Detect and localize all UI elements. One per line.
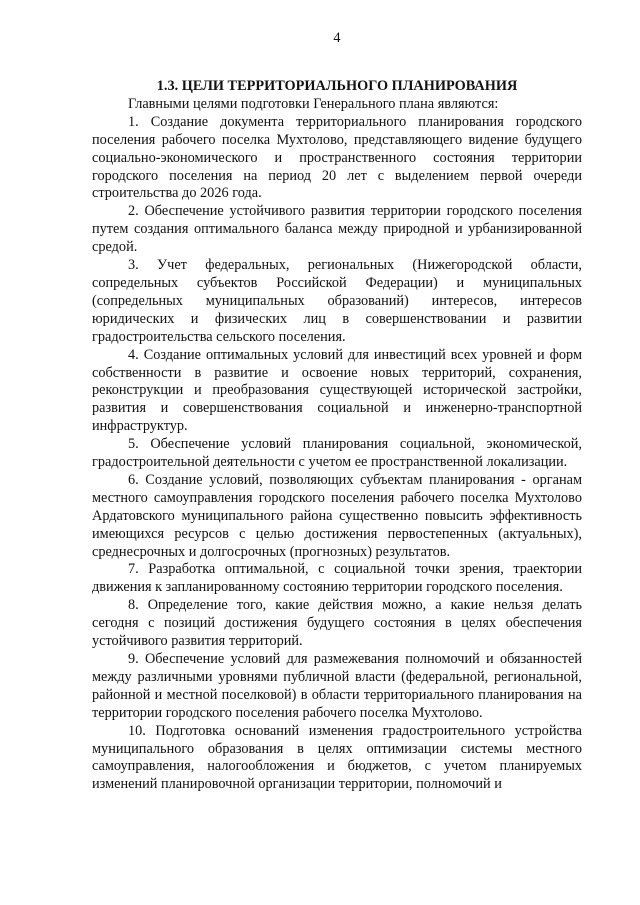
goal-paragraph-8: 8. Определение того, какие действия можно, а какие нельзя делать сегодня с позиций достижения будущего состояния в целях обеспечения устойчивого развития территорий. xyxy=(92,597,582,650)
goal-paragraph-9: 9. Обеспечение условий для размежевания полномочий и обязанностей между различными уровнями публичной власти (федеральной, региональной, районной и местной поселковой) в области территориального планирования на территории городского поселения рабочего поселка Мухтолово. xyxy=(92,651,582,721)
goal-paragraph-6: 6. Создание условий, позволяющих субъектам планирования - органам местного самоуправления городского поселения рабочего поселка Мухтолово Ардатовского муниципального района существенно повысить эффективность имеющихся ресурсов с целью достижения первостепенных (актуальных), среднесрочных и долгосрочных (прогнозных) результатов. xyxy=(92,471,582,560)
intro-paragraph: Главными целями подготовки Генерального плана являются: xyxy=(128,95,499,112)
goal-paragraph-5: 5. Обеспечение условий планирования социальной, экономической, градостроительной деятельности с учетом ее пространственной локализации. xyxy=(92,436,582,471)
goal-paragraph-10: 10. Подготовка оснований изменения градостроительного устройства муниципального образования в целях оптимизации системы местного самоуправления, налогообложения и бюджетов, с учетом планируемых изменений планировочной организации территории, полномочий и xyxy=(92,722,582,793)
goal-paragraph-1: 1. Создание документа территориального планирования городского поселения рабочего поселка Мухтолово, представляющего видение будущего социально-экономического и пространственного состояния территории городского поселения на период 20 лет с выделением первой очереди строительства до 2026 года. xyxy=(92,113,582,202)
page-number: 4 xyxy=(333,30,341,46)
goal-paragraph-2: 2. Обеспечение устойчивого развития территории городского поселения путем создания оптимального баланса между природной и урбанизированной средой. xyxy=(92,203,582,256)
document-page xyxy=(92,30,582,794)
goal-paragraph-4: 4. Создание оптимальных условий для инвестиций всех уровней и форм собственности в развитие и освоение новых территорий, сохранения, реконструкции и преобразования существующей исторической застройки, развития и совершенствования социальной и инженерно-транспортной инфраструктур. xyxy=(92,346,582,435)
goal-paragraph-7: 7. Разработка оптимальной, с социальной точки зрения, траектории движения к запланированному состоянию территории городского поселения. xyxy=(92,561,582,596)
goal-paragraph-3: 3. Учет федеральных, региональных (Нижегородской области, сопредельных субъектов Российской Федерации) и муниципальных (сопредельных муниципальных образований) интересов, интересов юридических и физических лиц в совершенствовании и развитии градостроительства сельского поселения. xyxy=(92,257,582,345)
section-heading: 1.3. ЦЕЛИ ТЕРРИТОРИАЛЬНОГО ПЛАНИРОВАНИЯ xyxy=(156,78,518,94)
